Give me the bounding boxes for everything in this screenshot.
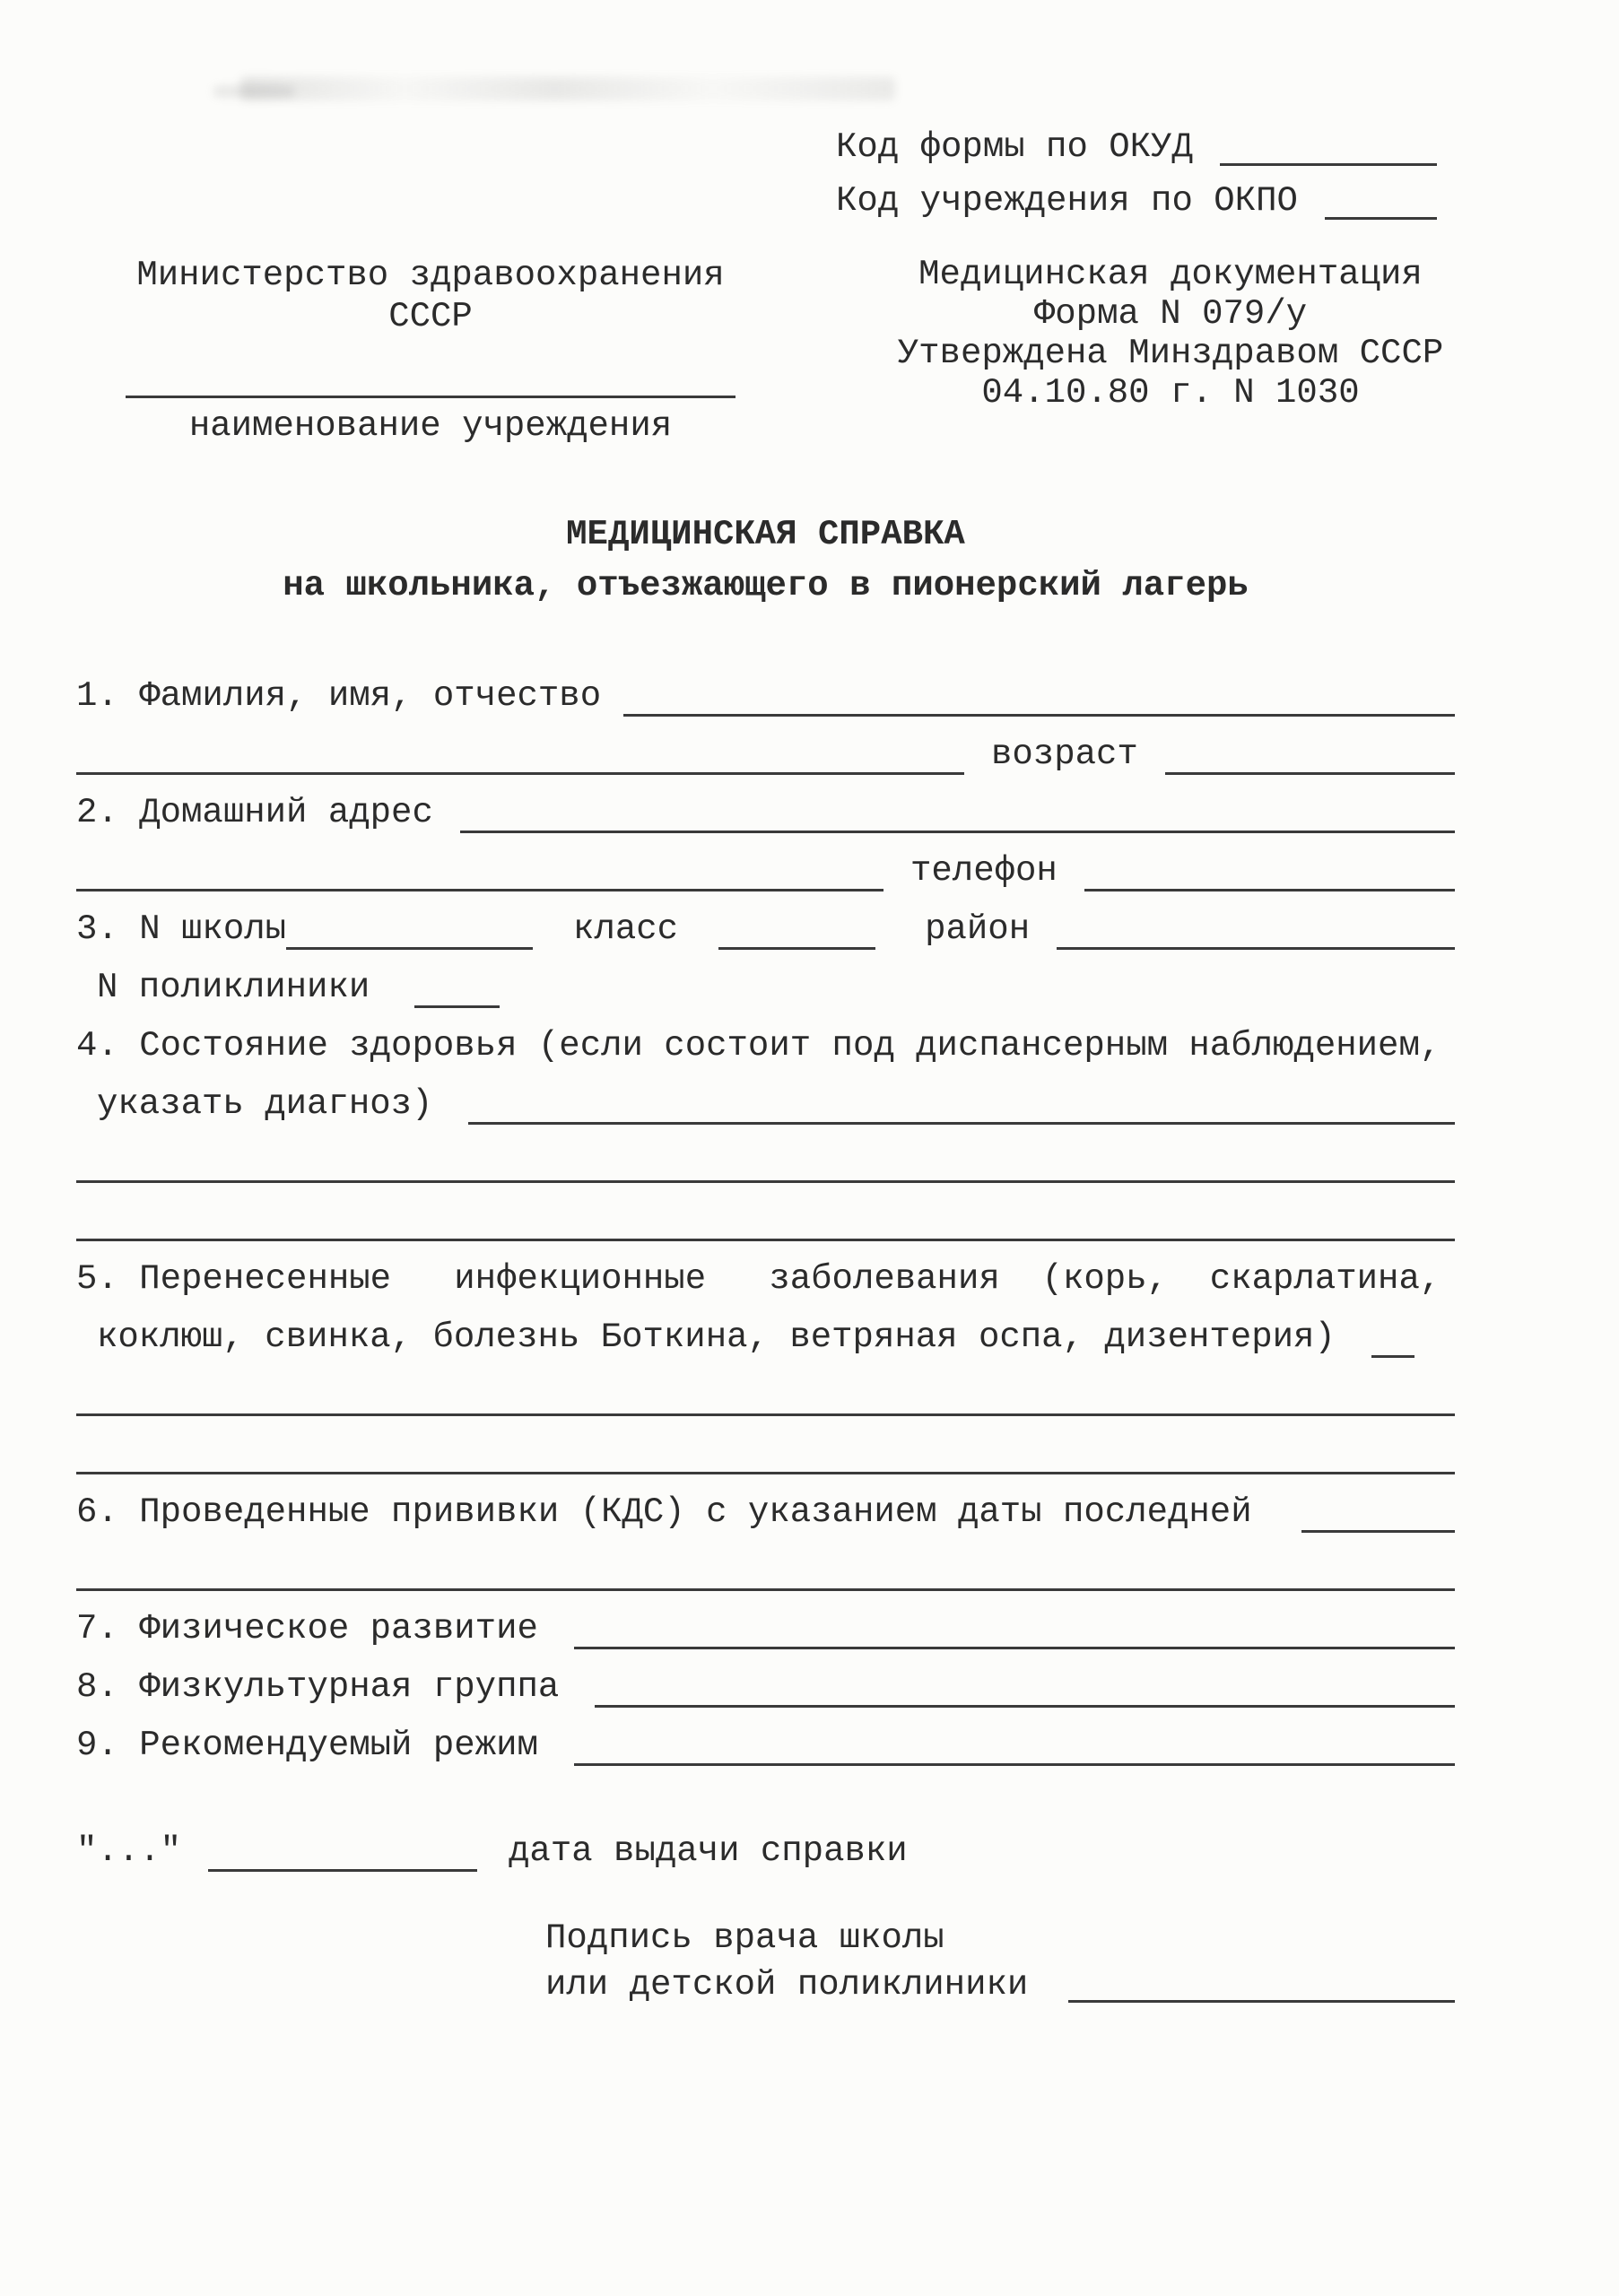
health-status-label: 4. Состояние здоровья (если состоит под диспансерным наблюдением, [76, 1026, 1441, 1065]
address-field-line[interactable] [460, 831, 1455, 833]
signature-caption-line2-row [545, 1961, 1455, 2008]
form-line-issue-date [76, 1822, 1455, 1881]
address-field-line2[interactable] [76, 889, 883, 891]
okpo-field-line[interactable] [1325, 217, 1437, 220]
signature-caption-line1: Подпись врача школы [545, 1918, 944, 1958]
doc-type-line1: Медицинская документация [918, 255, 1423, 294]
regimen-field-line[interactable] [574, 1763, 1455, 1766]
form-line-school [76, 900, 1455, 959]
form-line-blank [76, 1192, 1455, 1250]
okpo-row [836, 174, 1437, 228]
diagnosis-field-line2[interactable] [76, 1180, 1455, 1183]
clinic-number-label: N поликлиники [97, 968, 370, 1007]
form-line-regimen [76, 1717, 1455, 1775]
okud-row [836, 120, 1437, 174]
infections-label-line1: 5. Перенесенные инфекционные заболевания (корь, скарлатина, [76, 1259, 1441, 1299]
physical-development-field-line[interactable] [574, 1647, 1455, 1649]
form-line-health-2 [76, 1075, 1455, 1134]
form-line-blank [76, 1367, 1455, 1425]
form-line-age [76, 726, 1455, 784]
name-field-line2[interactable] [76, 772, 964, 775]
diagnosis-field-line3[interactable] [76, 1239, 1455, 1241]
okpo-label: Код учреждения по ОКПО [836, 181, 1298, 221]
infections-field-line3[interactable] [76, 1472, 1455, 1474]
class-label: класс [573, 909, 679, 949]
form-line-pe-group [76, 1658, 1455, 1717]
age-field-line[interactable] [1165, 772, 1455, 775]
age-label: возраст [991, 735, 1138, 774]
vaccinations-label: 6. Проведенные прививки (КДС) с указанием даты последней [76, 1492, 1252, 1532]
phone-field-line[interactable] [1084, 889, 1455, 891]
doc-type-block [888, 255, 1453, 447]
form-line-phone [76, 842, 1455, 900]
title-line2: на школьника, отъезжающего в пионерский лагерь [283, 566, 1249, 605]
signature-field-line[interactable] [1068, 2000, 1455, 2003]
title-line1: МЕДИЦИНСКАЯ СПРАВКА [566, 515, 965, 554]
okud-field-line[interactable] [1220, 163, 1437, 166]
scan-smudge-artifact [240, 77, 895, 100]
form-line-name [76, 667, 1455, 726]
date-quote-marks: "..." [76, 1831, 182, 1871]
form-line-blank [76, 1542, 1455, 1600]
form-line-physical [76, 1600, 1455, 1658]
org-name-caption: наименование учреждения [188, 406, 673, 446]
name-field-line[interactable] [623, 714, 1455, 717]
ministry-block [76, 255, 785, 447]
district-field-line[interactable] [1057, 947, 1455, 950]
doc-form-number: Форма N 079/у [1033, 294, 1308, 334]
ministry-name-line2: СССР [388, 297, 473, 336]
name-label: 1. Фамилия, имя, отчество [76, 676, 602, 716]
infections-field-line[interactable] [1371, 1355, 1414, 1358]
district-label: район [925, 909, 1031, 949]
issue-date-field-line[interactable] [208, 1869, 477, 1872]
org-name-field-line[interactable] [126, 396, 736, 398]
form-line-clinic [76, 959, 1455, 1017]
form-codes-block [836, 120, 1437, 228]
form-line-blank [76, 1134, 1455, 1192]
doc-approval-line: Утверждена Минздравом СССР [897, 334, 1444, 373]
pe-group-label: 8. Физкультурная группа [76, 1667, 560, 1707]
form-line-infections-2 [76, 1309, 1455, 1367]
phone-label: телефон [910, 851, 1058, 891]
infections-field-line2[interactable] [76, 1413, 1455, 1416]
pe-group-field-line[interactable] [595, 1705, 1455, 1708]
class-field-line[interactable] [718, 947, 875, 950]
form-line-address [76, 784, 1455, 842]
form-line-infections-1 [76, 1250, 1455, 1309]
ministry-name-line1: Министерство здравоохранения [136, 256, 725, 295]
physical-development-label: 7. Физическое развитие [76, 1609, 538, 1648]
diagnosis-field-line[interactable] [468, 1122, 1455, 1125]
document-title [76, 509, 1455, 612]
diagnosis-label: указать диагноз) [97, 1084, 433, 1124]
infections-label-line2: коклюш, свинка, болезнь Боткина, ветряная оспа, дизентерия) [97, 1318, 1336, 1357]
okud-label: Код формы по ОКУД [836, 127, 1193, 167]
address-label: 2. Домашний адрес [76, 793, 433, 832]
doc-approval-date: 04.10.80 г. N 1030 [981, 373, 1360, 413]
form-line-health-1 [76, 1017, 1455, 1075]
vaccinations-field-line2[interactable] [76, 1588, 1455, 1591]
form-line-vaccinations [76, 1483, 1455, 1542]
signature-caption-line2: или детской поликлиники [545, 1965, 1029, 2005]
form-line-blank [76, 1425, 1455, 1483]
clinic-number-field-line[interactable] [414, 1005, 500, 1008]
school-number-field-line[interactable] [286, 947, 533, 950]
school-number-label: 3. N школы [76, 909, 287, 949]
header-columns [76, 255, 1453, 447]
form-body [76, 667, 1455, 2008]
scan-smudge-artifact [213, 86, 294, 97]
issue-date-caption: дата выдачи справки [509, 1831, 908, 1871]
signature-block [545, 1915, 1455, 2008]
regimen-label: 9. Рекомендуемый режим [76, 1726, 538, 1765]
vaccinations-field-line[interactable] [1301, 1530, 1455, 1533]
